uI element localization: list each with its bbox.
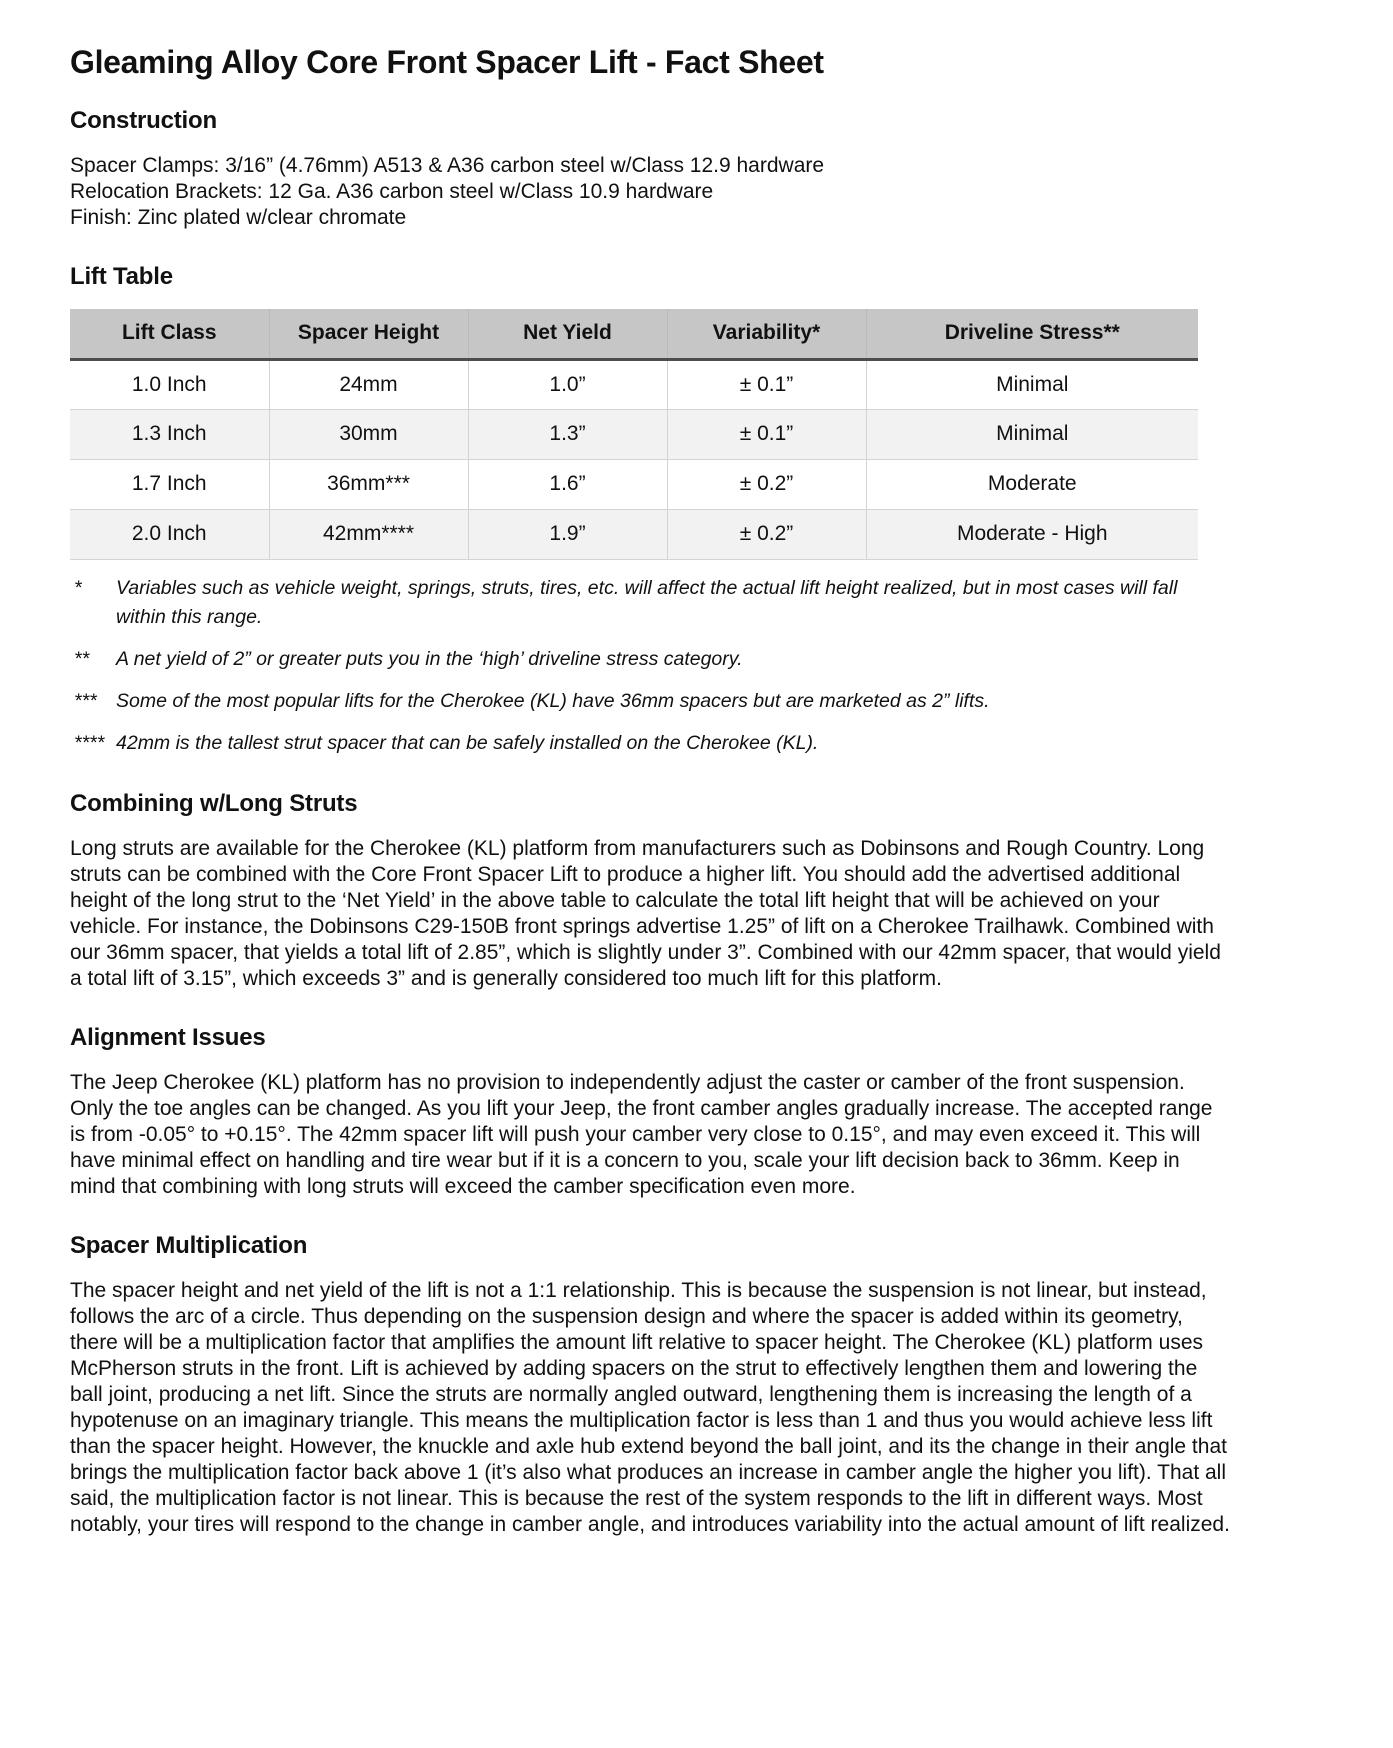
footnote-marker: *	[74, 576, 82, 599]
section-heading: Combining w/Long Struts	[70, 789, 358, 817]
column-header-net-yield: Net Yield	[468, 309, 667, 359]
table-cell: Moderate	[866, 459, 1198, 509]
table-row	[70, 359, 1198, 409]
lift-table	[70, 309, 1198, 560]
footnote-marker: ***	[74, 689, 97, 712]
footnote-text: A net yield of 2” or greater puts you in the ‘high’ driveline stress category.	[116, 647, 743, 670]
construction-heading: Construction	[70, 107, 217, 134]
table-cell: ± 0.2”	[667, 509, 866, 559]
table-cell: 1.0 Inch	[70, 359, 269, 409]
table-cell: 1.9”	[468, 509, 667, 559]
table-cell: Moderate - High	[866, 509, 1198, 559]
table-header-row	[70, 309, 1198, 359]
spec-line-finish: Finish: Zinc plated w/clear chromate	[70, 206, 407, 229]
table-row	[70, 459, 1198, 509]
section-combining-long-struts	[70, 790, 1230, 992]
column-header-spacer-height: Spacer Height	[269, 309, 468, 359]
footnote-marker: ****	[74, 731, 105, 754]
table-cell: 24mm	[269, 359, 468, 409]
table-cell: ± 0.2”	[667, 459, 866, 509]
spec-line-relocation-brackets: Relocation Brackets: 12 Ga. A36 carbon steel w/Class 10.9 hardware	[70, 180, 714, 203]
section-heading: Spacer Multiplication	[70, 1231, 308, 1259]
section-body: Long struts are available for the Cherokee (KL) platform from manufacturers such as Dobinsons and Rough Country. Long struts can be combined with the Core Front Spacer Lift to produce a higher lift. You should add the advertised additional height of the long strut to the ‘Net Yield’ in the above table to calculate the total lift height that will be achieved on your vehicle. For instance, the Dobinsons C29-150B front springs advertise 1.25” of lift on a Cherokee Trailhawk. Combined with our 36mm spacer, that yields a total lift of 2.85”, which is slightly under 3”. Combined with our 42mm spacer, that would yield a total lift of 3.15”, which exceeds 3” and is generally considered too much lift for this platform.	[70, 836, 1221, 990]
footnote	[70, 687, 1230, 716]
footnote	[70, 729, 1230, 758]
footnote	[70, 645, 1230, 674]
table-cell: 1.0”	[468, 359, 667, 409]
spec-line-spacer-clamps: Spacer Clamps: 3/16” (4.76mm) A513 & A36 carbon steel w/Class 12.9 hardware	[70, 154, 825, 177]
table-cell: 1.6”	[468, 459, 667, 509]
footnote-text: Some of the most popular lifts for the Cherokee (KL) have 36mm spacers but are marketed as 2” lifts.	[116, 689, 990, 712]
table-cell: Minimal	[866, 359, 1198, 409]
footnote-text: Variables such as vehicle weight, springs, struts, tires, etc. will affect the actual lift height realized, but in most cases will fall within this range.	[116, 576, 1178, 628]
table-cell: 42mm****	[269, 509, 468, 559]
lift-table-heading: Lift Table	[70, 263, 173, 290]
column-header-driveline-stress: Driveline Stress**	[866, 309, 1198, 359]
section-spacer-multiplication	[70, 1232, 1230, 1538]
section-body: The Jeep Cherokee (KL) platform has no provision to independently adjust the caster or camber of the front suspension. Only the toe angles can be changed. As you lift your Jeep, the front camber angles gradually increase. The accepted range is from -0.05° to +0.15°. The 42mm spacer lift will push your camber very close to 0.15°, and may even exceed it. This will have minimal effect on handling and tire wear but if it is a concern to you, scale your lift decision back to 36mm. Keep in mind that combining with long struts will exceed the camber specification even more.	[70, 1070, 1213, 1198]
table-cell: 1.3 Inch	[70, 409, 269, 459]
table-footnotes	[70, 574, 1230, 758]
table-cell: 1.7 Inch	[70, 459, 269, 509]
construction-specs	[70, 153, 1230, 231]
table-cell: 36mm***	[269, 459, 468, 509]
table-row	[70, 409, 1198, 459]
footnote-text: 42mm is the tallest strut spacer that can be safely installed on the Cherokee (KL).	[116, 731, 819, 754]
table-cell: 30mm	[269, 409, 468, 459]
footnote	[70, 574, 1230, 632]
section-alignment-issues	[70, 1024, 1230, 1200]
table-cell: ± 0.1”	[667, 359, 866, 409]
table-cell: 2.0 Inch	[70, 509, 269, 559]
section-body: The spacer height and net yield of the lift is not a 1:1 relationship. This is because the suspension is not linear, but instead, follows the arc of a circle. Thus depending on the suspension design and where the spacer is added within its geometry, there will be a multiplication factor that amplifies the amount lift relative to spacer height. The Cherokee (KL) platform uses McPherson struts in the front. Lift is achieved by adding spacers on the strut to effectively lengthen them and lowering the ball joint, producing a net lift. Since the struts are normally angled outward, lengthening them is increasing the length of a hypotenuse on an imaginary triangle. This means the multiplication factor is less than 1 and thus you would achieve less lift than the spacer height. However, the knuckle and axle hub extend beyond the ball joint, and its the change in their angle that brings the multiplication factor back above 1 (it’s also what produces an increase in camber angle the higher you lift). That all said, the multiplication factor is not linear. This is because the rest of the system responds to the lift in different ways. Most notably, your tires will respond to the change in camber angle, and introduces variability into the actual amount of lift realized.	[70, 1278, 1230, 1536]
column-header-lift-class: Lift Class	[70, 309, 269, 359]
table-cell: ± 0.1”	[667, 409, 866, 459]
column-header-variability: Variability*	[667, 309, 866, 359]
section-heading: Alignment Issues	[70, 1023, 266, 1051]
footnote-marker: **	[74, 647, 90, 670]
table-row	[70, 509, 1198, 559]
table-cell: 1.3”	[468, 409, 667, 459]
table-cell: Minimal	[866, 409, 1198, 459]
page-title: Gleaming Alloy Core Front Spacer Lift - Fact Sheet	[70, 44, 824, 80]
